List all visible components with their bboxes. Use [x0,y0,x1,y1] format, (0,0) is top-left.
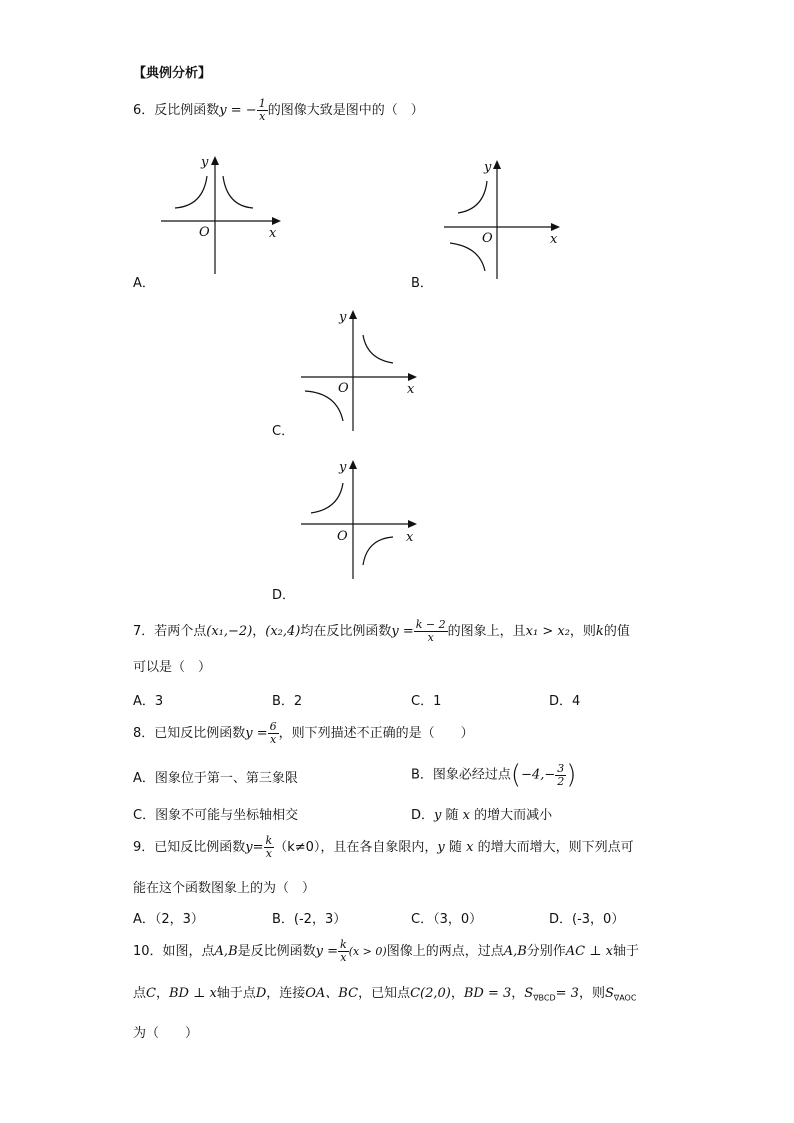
q10-saoc-sub: ∇AOC [613,993,637,1003]
q6-frac-num: 1 [258,97,266,110]
q7-option-b: B．2 [272,694,303,709]
q9-tail: 的增大而增大，则下列点可 [477,840,634,855]
q10-saoc: S [604,986,614,1001]
q8-suffix: ，则下列描述不正确的是（ ） [278,726,474,741]
q7-point-2: (x₂,4) [265,624,301,639]
q10-oa: OA、BC [305,986,359,1001]
q10-bd: BD ⊥ x [168,986,217,1001]
option-d-label: D． [272,588,296,603]
origin-label: O [199,225,210,240]
q7-condition: x₁ > x₂ [525,624,570,639]
q8-option-a: A．图象位于第一、第三象限 [133,771,298,786]
curve-quadrant-2 [175,176,207,208]
y-arrow-icon [493,160,501,169]
option-b-label: B． [411,276,433,291]
q10-sbcd-sub: ∇BCD [533,993,556,1003]
y-axis-label: y [339,460,347,475]
x-arrow-icon [551,223,560,231]
q8-point-num: 3 [557,761,565,775]
q6-frac-den: x [259,110,266,123]
q10-sbcd: S [524,986,534,1001]
q8-d-tail: 的增大而减小 [474,808,553,823]
y-axis-label: y [339,310,347,325]
curve-quadrant-3 [450,243,485,271]
q9-frac-num: k [265,834,273,847]
q8-d-y: y [434,808,442,823]
q8-fraction [268,721,279,746]
q8-eq: y = [245,726,268,741]
question-9 [133,834,634,862]
q10-ac: AC ⊥ x [565,944,613,959]
question-7 [133,618,630,646]
q9-option-a: A．（2，3） [133,912,204,927]
q6-prefix: 6．反比例函数 [133,103,220,118]
q10-c: C [146,986,156,1001]
question-6 [133,98,424,123]
origin-label: O [337,529,348,544]
option-c-label: C． [272,424,295,439]
q10-ab: A,B [214,944,238,959]
q10-l2-f: ， [450,986,464,1001]
q9-option-d: D．(-3，0） [549,912,625,927]
origin-label: O [482,231,493,246]
q7-tail: 的图象上，且 [447,624,526,639]
q8-d-x: x [462,808,471,823]
q7-eq: y = [391,624,414,639]
q7-k: k [595,624,604,639]
q9-x: x [466,840,474,855]
x-axis-label: x [269,226,277,241]
q10-frac-den: x [340,951,347,964]
q9-mid: ，且在各自象限内， [320,840,438,855]
origin-label: O [338,381,349,396]
option-a-label: A． [133,276,155,291]
q10-fraction [338,939,349,964]
q7-frac-den: x [427,631,434,644]
q8-point-fraction [555,763,566,788]
curve-quadrant-2 [311,483,343,513]
q8-option-b [411,758,576,793]
q7-tail2: ，则 [569,624,596,639]
q10-l2-c: 轴于点 [216,986,256,1001]
q10-bd3: BD = 3 [463,986,512,1001]
q8-paren-close: ) [566,760,577,790]
curve-quadrant-1 [363,335,393,363]
q10-ab2: A,B [503,944,527,959]
q9-mid2: 随 [448,840,462,855]
q8-point: −4,− [521,767,556,783]
q10-domain: (x > 0) [348,945,387,958]
q10-l2-g: ， [511,986,525,1001]
q9-option-b: B．(-2，3） [272,912,347,927]
q10-d: D [255,986,267,1001]
q8-d-prefix: D． [411,808,435,823]
q6-eq: y = − [219,103,257,118]
graph-option-a [155,150,285,280]
x-arrow-icon [408,373,417,381]
y-arrow-icon [349,460,357,469]
q7-frac-num: k − 2 [415,618,446,631]
x-arrow-icon [272,217,281,225]
x-axis-label: x [406,530,414,545]
q7-sep: ， [252,624,266,639]
q10-l2-b: ， [155,986,169,1001]
q8-option-c: C．图象不可能与坐标轴相交 [133,808,299,823]
x-arrow-icon [408,520,417,528]
q10-line2 [133,982,636,1011]
graph-option-c [297,305,422,433]
section-title: 【典例分析】 [133,66,212,81]
curve-quadrant-1 [223,176,253,208]
q10-l2-e: ，已知点 [358,986,411,1001]
q7-tail3: 的值 [603,624,630,639]
q10-line3: 为（ ） [133,1026,199,1041]
q10-frac-num: k [340,938,347,951]
q8-option-d [411,804,552,823]
q10-l2-h: ，则 [578,986,605,1001]
y-axis-label: y [484,160,492,175]
q8-frac-den: x [270,733,277,746]
q7-option-a: A．3 [133,694,164,709]
q9-condition: （k≠0） [274,840,321,855]
q8-frac-num: 6 [269,720,277,733]
graph-option-d [297,455,422,583]
q7-line2: 可以是（ ） [133,660,212,675]
q9-prefix: 9．已知反比例函数 [133,840,246,855]
q10-eq: y = [315,944,339,959]
q7-point-1: (x₁,−2) [206,624,253,639]
q7-fraction [414,619,448,644]
q9-line2: 能在这个函数图象上的为（ ） [133,881,316,896]
q8-d-mid: 随 [445,808,459,823]
q8-prefix: 8．已知反比例函数 [133,726,246,741]
q10-c20: C(2,0) [410,986,451,1001]
question-10 [133,938,639,966]
q7-option-d: D．4 [549,694,581,709]
q9-frac-den: x [265,847,272,860]
q7-mid: 均在反比例函数 [300,624,392,639]
q9-eq: y= [245,840,264,855]
q8-paren-open: ( [510,760,522,790]
curve-quadrant-4 [363,537,393,565]
x-axis-label: x [550,232,558,247]
graph-option-b [440,155,565,280]
y-axis-label: y [201,155,209,170]
q6-suffix: 的图像大致是图中的（ ） [267,103,424,118]
q10-l2-d: ，连接 [266,986,306,1001]
q10-eq3: = 3 [555,986,579,1001]
y-arrow-icon [211,156,219,165]
q8-option-b-prefix: B．图象必经过点 [411,767,511,783]
q9-option-c: C．（3，0） [411,912,483,927]
curve-quadrant-2 [458,181,487,213]
question-8 [133,720,474,748]
q10-tail2: 分别作 [526,944,566,959]
x-axis-label: x [407,382,415,397]
q10-mid: 是反比例函数 [237,944,316,959]
q10-prefix: 10．如图，点 [133,944,215,959]
q9-y: y [437,840,445,855]
q7-option-c: C．1 [411,694,442,709]
q7-prefix: 7．若两个点 [133,624,207,639]
q10-l2-a: 点 [133,986,147,1001]
y-arrow-icon [349,310,357,319]
q8-point-den: 2 [557,774,565,788]
q9-fraction [264,835,275,860]
q6-fraction [257,98,268,123]
q10-tail3: 轴于 [612,944,639,959]
q10-tail: 图像上的两点，过点 [386,944,504,959]
